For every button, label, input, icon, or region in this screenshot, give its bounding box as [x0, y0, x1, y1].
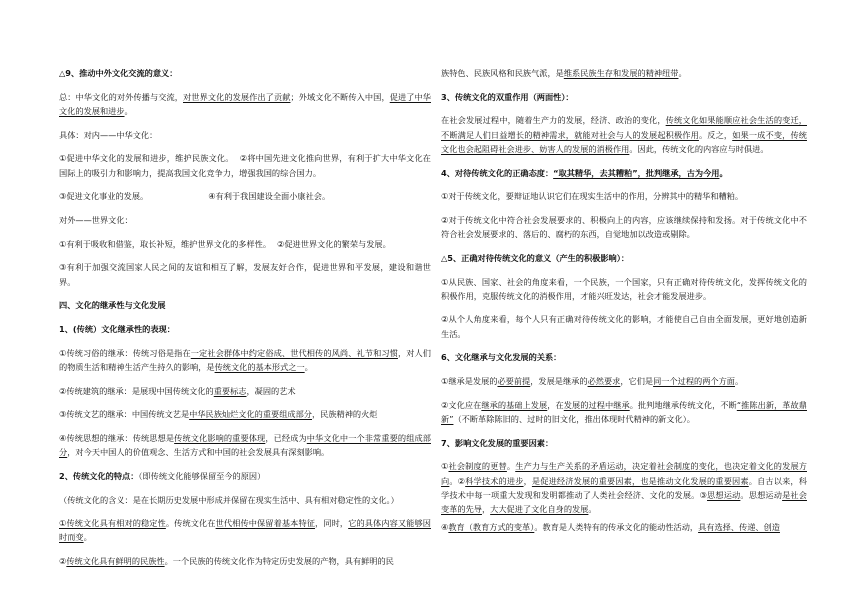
section-4-point-2: ②对于传统文化中符合社会发展要求的、积极向上的内容，应该继续保持和发扬。对于传统文化中不符合社会发展要求的、落后的、腐朽的东西，自觉地加以改造或剔除。 — [441, 214, 807, 240]
underlined-text: 是促进经济发展的重要因素，也是推动文化发展的重要因素 — [531, 475, 749, 486]
section-9-outer-points — [59, 237, 431, 251]
section-5-point-2: ②从个人角度来看，每个人只有正确对待传统文化的影响，才能使自己自由全面发展，更好地创造新生活。 — [441, 314, 807, 339]
underlined-text: 科学技术的进步 — [465, 475, 524, 486]
text: ①促进中华文化的发展和进步，维护民族文化。 — [59, 153, 234, 164]
section-2-nationality — [59, 554, 431, 568]
section-7-points — [441, 459, 807, 516]
underlined-text: 生产力与生产关系的矛盾运动，决定着社会制度的变化，也决定着文化的发展方向 — [441, 461, 807, 486]
underlined-text: 一定社会群体中约定俗成、世代相传的风尚、礼节和习惯 — [190, 347, 398, 358]
text: ，发展是继承的 — [530, 376, 588, 387]
section-9-title: △9、推动中外文化交流的意义： — [59, 68, 178, 78]
underlined-text: 如果一成不变，传统文化也会起阻碍社会进步、妨害人的发展的消极作用 — [441, 129, 807, 154]
text: 。批判地继承传统文化，不断 — [629, 399, 737, 410]
underlined-text: 是社会变革的先导 — [441, 489, 807, 514]
text: 。自古以来，科学技术中每一项重大发现和发明都推动了人类社会经济、文化的发展。 — [441, 475, 807, 500]
underlined-text: 它的具体内容又能够因时而变 — [59, 518, 431, 543]
section-9-summary — [59, 90, 431, 118]
underlined-text: 必然要求 — [587, 376, 621, 387]
text: ②将中国先进文化推向世界，有利于扩大中华文化在国际上的吸引力和影响力，提高我国文化竞争力，增强我国的综合国力。 — [59, 153, 431, 178]
bold-text: 。 — [719, 167, 728, 178]
section-2-stability — [59, 516, 431, 544]
text: 。反之， — [698, 129, 733, 140]
section-5-title: △5、正确对待传统文化的意义（产生的积极影响）： — [441, 252, 630, 263]
text: 总：中华文化的对外传播与交流， — [59, 91, 184, 102]
section-5-point-1: ①从民族、国家、社会的角度来看，一个民族，一个国家，只有正确对待传统文化，发挥传统文化的积极作用，克服传统文化的消极作用，才能兴旺发达，社会才能发展进步。 — [441, 276, 807, 301]
underlined-text: 传统文化的基本形式之一 — [214, 361, 305, 372]
section-3-title: 3、传统文化的双重作用（两面性）： — [441, 91, 574, 102]
text: ③传统文艺的继承：中国传统文艺是 — [59, 409, 190, 420]
underlined-text: “取其精华，去其糟粕”，批判继承，古为今用 — [553, 167, 720, 178]
section-1-title: 1、(传统）文化继承性的表现： — [59, 323, 175, 334]
bold-text: 2、传统文化的特点： — [59, 470, 139, 481]
text: 。思想运动 — [740, 489, 783, 500]
section-9-specific: 具体：对内——中华文化： — [59, 129, 158, 140]
section-2-title — [59, 469, 431, 483]
underlined-text: 传统文化如果能顺应社会生活的变迁，不断满足人们日益增长的精神需求，就能对社会与人的发展起积极作用 — [441, 115, 807, 140]
underlined-text: 促进了中华文化的发展和进步 — [59, 91, 431, 116]
section-6-title: 6、文化继承与文化发展的关系： — [441, 352, 562, 363]
section-9-inner-points-2 — [59, 189, 431, 203]
underlined-text: 中华民族灿烂文化的重要组成部分 — [189, 409, 312, 420]
text: ，已经成为 — [265, 432, 307, 443]
text: 。因此，传统文化的内容应与时俱进。 — [629, 143, 769, 154]
underlined-text: 重要标志 — [213, 385, 247, 396]
underlined-text: ①传统文化具有相对的稳定性 — [59, 518, 166, 529]
text: ，在 — [547, 399, 564, 410]
section-2-definition: （传统文化的含义：是在长期历史发展中形成并保留在现实生活中、具有相对稳定性的文化。） — [59, 494, 399, 505]
text: ，对人们的物质生活和精神生活产生持久的影响，是 — [59, 347, 431, 372]
continued-text — [441, 66, 807, 80]
underlined-text: 社会制度的更替 — [448, 461, 507, 472]
text: 。 — [304, 361, 313, 372]
text: 。 — [506, 461, 516, 472]
text: ①传统习俗的继承：传统习俗是指在 — [59, 347, 191, 358]
section-7-title: 7、影响文化发展的重要因素： — [441, 437, 554, 448]
section-1-arts — [59, 407, 431, 421]
underlined-text: 具有选择、传递、创造 — [698, 522, 780, 533]
text: 。 — [734, 376, 744, 387]
text: ②传统建筑的继承：是展现中国传统文化的 — [59, 385, 214, 396]
underlined-text: “推陈出新，革故鼎新” — [441, 399, 807, 424]
section-4-point-1: ①对于传统文化，要辩证地认识它们在现实生活中的作用，分辨其中的精华和糟粕。 — [441, 191, 744, 202]
text: 。 — [83, 532, 92, 543]
text: ① — [441, 461, 449, 472]
text: 。一个民族的传统文化作为特定历史发展的产物，具有鲜明的民 — [164, 556, 394, 567]
text: ①继承是发展的 — [441, 376, 498, 387]
text: ，民族精神的火炬 — [311, 409, 378, 420]
underlined-text: 维系民族生存和发展的精神纽带 — [563, 68, 679, 78]
text: ，凝固的艺术 — [246, 385, 296, 396]
section-9-outer-point-3: ③有利于加强交流国家人民之间的友谊和相互了解，发展友好合作，促进世界和平发展，建设和谐世界。 — [59, 262, 431, 287]
underlined-text: 中华文化中一个非常重要的组成部分 — [59, 432, 431, 458]
text: 。 — [124, 105, 133, 116]
text: 。 — [678, 68, 687, 78]
text: ②促进世界文化的繁荣与发展。 — [277, 238, 391, 249]
underlined-text: 继承的基础上发展 — [481, 399, 548, 410]
bold-text: 4、对待传统文化的正确态度： — [441, 167, 554, 178]
section-6-point-2 — [441, 398, 807, 426]
text: ③ — [699, 489, 708, 500]
section-9-inner-points — [59, 151, 431, 179]
section-1-customs — [59, 346, 431, 374]
left-column — [59, 66, 431, 578]
chapter-4-title: 四、文化的继承性与文化发展 — [59, 300, 166, 311]
section-1-architecture — [59, 384, 431, 398]
text: ，它们是 — [620, 376, 654, 387]
text: ② — [59, 556, 67, 567]
text: ；外域文化不断传入中国， — [290, 91, 390, 102]
underlined-text: 大大促进了文化自身的发展 — [490, 503, 589, 514]
section-4-title — [441, 166, 807, 180]
section-9-outer: 对外——世界文化： — [59, 214, 133, 225]
text: 族特色、民族风格和民族气派，是 — [441, 68, 564, 78]
text: ②文化应在 — [441, 399, 482, 410]
text: ，对今天中国人的价值观念、生活方式和中国的社会发展具有深刻影响。 — [67, 447, 330, 458]
text: 在社会发展过程中，随着生产力的发展，经济、政治的变化， — [441, 115, 666, 126]
right-column — [441, 66, 807, 544]
underlined-text: 发展的过程中继承 — [563, 399, 630, 410]
underlined-text: 传统文化具有鲜明的民族性 — [66, 556, 165, 567]
text: （即传统文化能够保留至今的原因） — [138, 470, 266, 481]
text: ④有利于我国建设全面小康社会。 — [208, 191, 331, 202]
text: （不断革除陈旧的、过时的旧文化，推出体现时代精神的新文化）。 — [453, 413, 695, 424]
text: ， — [523, 475, 532, 486]
underlined-text: 世代相传中保留着基本特征 — [215, 518, 316, 529]
text: ④ — [441, 522, 449, 533]
underlined-text: 传统文化影响的重要体现 — [174, 432, 266, 443]
text: 。传统文化在 — [165, 518, 216, 529]
text: 。② — [449, 475, 466, 486]
text: ①有利于吸收和借鉴，取长补短，维护世界文化的多样性。 — [59, 238, 272, 249]
text: ③促进文化事业的发展。 — [59, 191, 149, 202]
text: ，同时， — [315, 518, 349, 529]
text: 。 — [588, 503, 597, 514]
text: 。教育是人类特有的传承文化的能动性活动， — [534, 522, 699, 533]
underlined-text: 教育（教育方式的变革） — [448, 522, 535, 533]
underlined-text: 思想运动 — [707, 489, 741, 500]
text: ④传统思想的继承：传统思想是 — [59, 432, 175, 443]
section-7-education — [441, 520, 807, 534]
underlined-text: 同一个过程的两个方面 — [653, 376, 735, 387]
text: ， — [481, 503, 491, 514]
underlined-text: 必要前提 — [497, 376, 531, 387]
section-3-body — [441, 113, 807, 156]
section-6-point-1 — [441, 374, 807, 388]
underlined-text: 对世界文化的发展作出了贡献 — [183, 91, 291, 102]
section-1-thought — [59, 431, 431, 459]
